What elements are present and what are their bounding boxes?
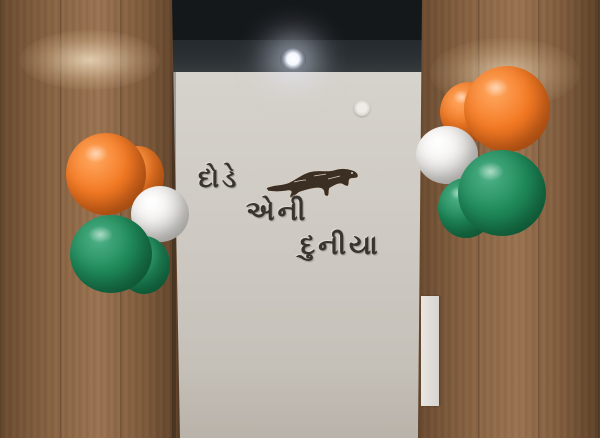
- balloon-orange: [464, 66, 550, 152]
- wall-light-glow-left: [20, 30, 160, 90]
- sign-line-3: દુનીયા: [300, 230, 381, 261]
- jaguar-leaping-icon: [264, 162, 360, 200]
- back-wall: [172, 72, 422, 438]
- balloon-green: [458, 150, 546, 236]
- wall-plate: [421, 296, 439, 406]
- balloon-green: [70, 215, 152, 293]
- smoke-detector: [354, 100, 370, 116]
- doorway-edge: [172, 72, 176, 438]
- sign-line-2: એની: [246, 196, 309, 227]
- ceiling-light: [280, 48, 306, 70]
- ceiling-beam: [172, 0, 422, 40]
- sign-line-1: દોડે: [198, 164, 240, 194]
